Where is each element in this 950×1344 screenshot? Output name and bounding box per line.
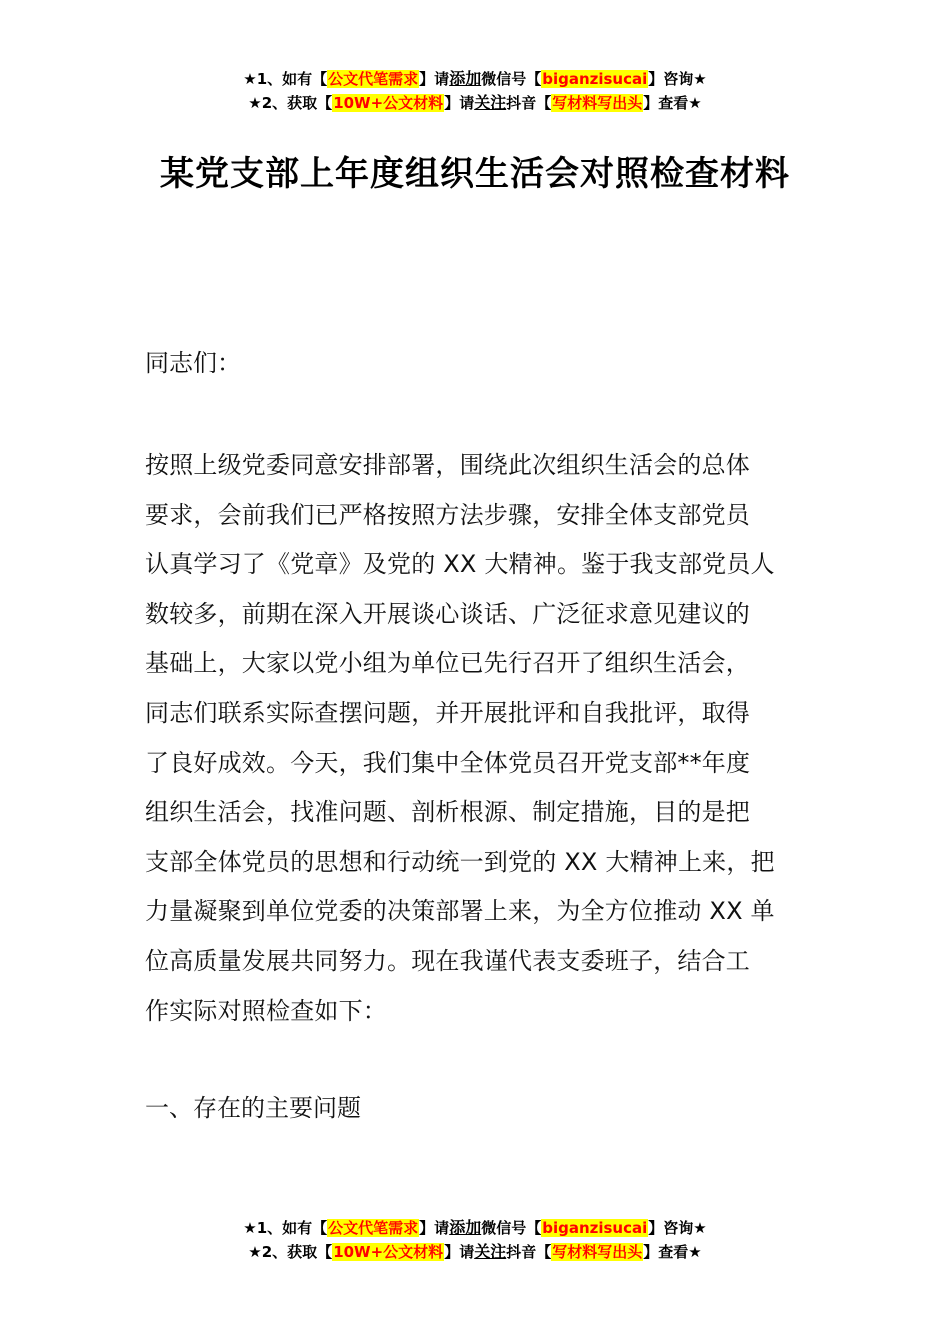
banner-line-1: ★1、如有【公文代笔需求】请添加微信号【biganzisucai】咨询★ <box>243 1218 707 1237</box>
paragraph-line: 认真学习了《党章》及党的 XX 大精神。鉴于我支部党员人 <box>145 550 775 579</box>
paragraph-line: 作实际对照检查如下： <box>145 996 387 1025</box>
banner-highlight: biganzisucai <box>542 1219 648 1237</box>
banner-highlight: 公文代笔需求 <box>328 1219 419 1237</box>
paragraph-line: 要求，会前我们已严格按照方法步骤，安排全体支部党员 <box>145 500 750 529</box>
banner-highlight: biganzisucai <box>542 70 648 88</box>
bottom-banner <box>0 1216 950 1264</box>
greeting: 同志们： <box>145 349 241 377</box>
banner-line-2: ★2、获取【10W+公文材料】请关注抖音【写材料写出头】查看★ <box>248 1242 702 1261</box>
paragraph-line: 力量凝聚到单位党委的决策部署上来，为全方位推动 XX 单 <box>145 897 775 926</box>
banner-line-1: ★1、如有【公文代笔需求】请添加微信号【biganzisucai】咨询★ <box>243 69 707 88</box>
banner-highlight: 10W+公文材料 <box>333 1243 444 1261</box>
banner-highlight: 写材料写出头 <box>552 94 643 112</box>
top-banner <box>0 67 950 115</box>
section-heading: 一、存在的主要问题 <box>145 1094 361 1122</box>
paragraph-line: 组织生活会，找准问题、剖析根源、制定措施，目的是把 <box>145 798 750 827</box>
paragraph-line: 按照上级党委同意安排部署，围绕此次组织生活会的总体 <box>145 451 750 479</box>
banner-line-2: ★2、获取【10W+公文材料】请关注抖音【写材料写出头】查看★ <box>248 93 702 112</box>
banner-highlight: 10W+公文材料 <box>333 94 444 112</box>
document-title: 某党支部上年度组织生活会对照检查材料 <box>160 154 790 194</box>
paragraph-line: 了良好成效。今天，我们集中全体党员召开党支部**年度 <box>145 748 751 777</box>
paragraph-line: 支部全体党员的思想和行动统一到党的 XX 大精神上来，把 <box>145 847 775 876</box>
banner-highlight: 公文代笔需求 <box>328 70 419 88</box>
banner-highlight: 写材料写出头 <box>552 1243 643 1261</box>
paragraph-line: 数较多，前期在深入开展谈心谈话、广泛征求意见建议的 <box>145 599 750 628</box>
paragraph-line: 同志们联系实际查摆问题，并开展批评和自我批评，取得 <box>145 698 750 727</box>
paragraph-line: 位高质量发展共同努力。现在我谨代表支委班子，结合工 <box>145 946 750 975</box>
paragraph-line: 基础上，大家以党小组为单位已先行召开了组织生活会， <box>145 649 750 678</box>
body-paragraph <box>145 441 807 1036</box>
